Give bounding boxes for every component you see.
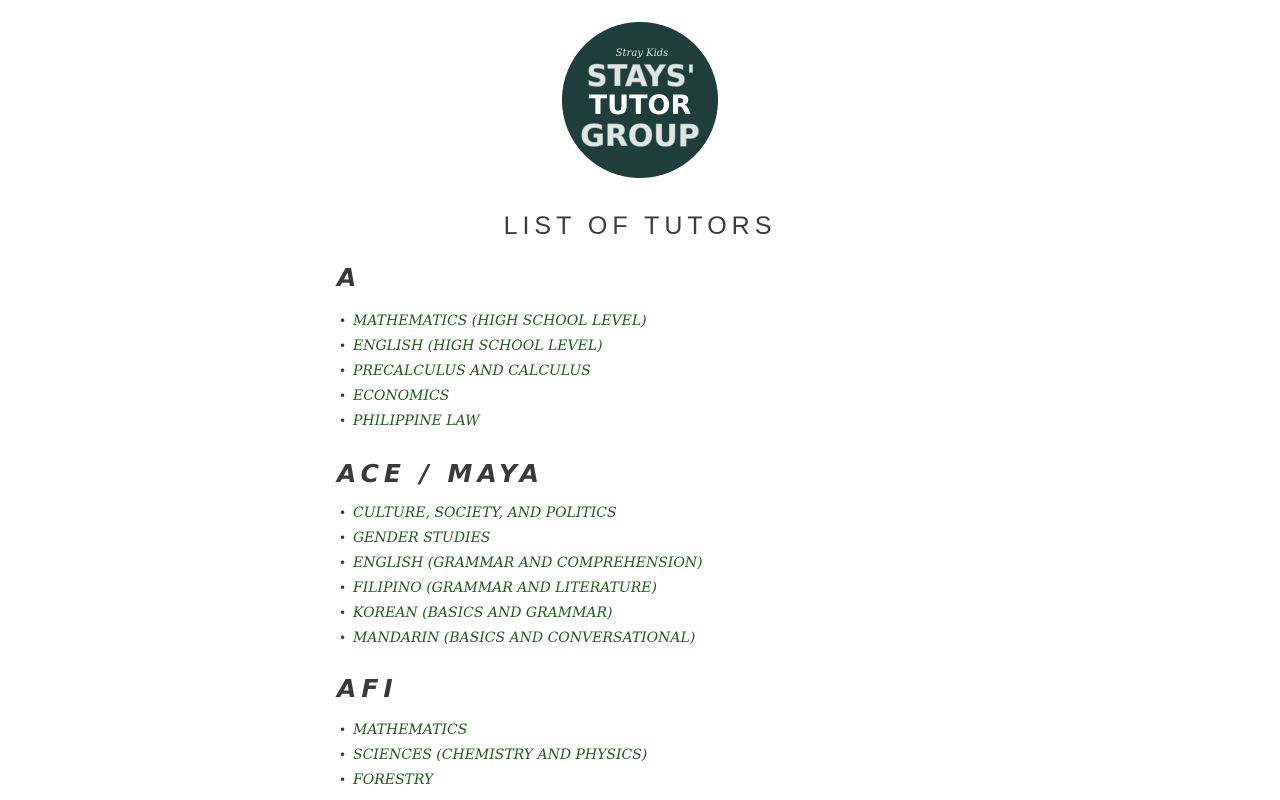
subject-label: FILIPINO (GRAMMAR AND LITERATURE)	[353, 580, 657, 596]
bullet-icon: •	[339, 723, 347, 737]
stays-tutor-group-logo	[562, 22, 718, 178]
tutor-name: AFI	[337, 674, 398, 703]
subject-label: ENGLISH (GRAMMAR AND COMPREHENSION)	[353, 555, 703, 571]
subject-list	[337, 309, 957, 434]
subject-list	[337, 501, 957, 651]
subject-item	[339, 626, 957, 651]
subject-label: MANDARIN (BASICS AND CONVERSATIONAL)	[353, 630, 696, 646]
tutor-list	[337, 258, 957, 793]
subject-item	[339, 576, 957, 601]
bullet-icon: •	[339, 531, 347, 545]
subject-item	[339, 551, 957, 576]
tutor-name: A	[337, 263, 362, 292]
bullet-icon: •	[339, 314, 347, 328]
subject-item	[339, 743, 957, 768]
subject-item	[339, 526, 957, 551]
subject-label: CULTURE, SOCIETY, AND POLITICS	[353, 505, 617, 521]
tutor-section-ace-maya	[337, 454, 957, 651]
subject-label: ECONOMICS	[353, 388, 450, 404]
logo-line-tutor: TUTOR	[588, 90, 692, 121]
bullet-icon: •	[339, 556, 347, 570]
subject-label: SCIENCES (CHEMISTRY AND PHYSICS)	[353, 747, 648, 763]
logo-small-text: Stray Kids	[615, 48, 669, 59]
subject-label: PRECALCULUS AND CALCULUS	[353, 363, 591, 379]
bullet-icon: •	[339, 339, 347, 353]
subject-label: ENGLISH (HIGH SCHOOL LEVEL)	[353, 338, 603, 354]
subject-label: MATHEMATICS	[353, 722, 468, 738]
bullet-icon: •	[339, 748, 347, 762]
bullet-icon: •	[339, 773, 347, 787]
subject-item	[339, 501, 957, 526]
subject-item	[339, 768, 957, 793]
bullet-icon: •	[339, 581, 347, 595]
subject-item	[339, 309, 957, 334]
page-title: LIST OF TUTORS	[503, 212, 777, 240]
bullet-icon: •	[339, 364, 347, 378]
bullet-icon: •	[339, 506, 347, 520]
bullet-icon: •	[339, 414, 347, 428]
subject-list	[337, 718, 957, 793]
subject-item	[339, 359, 957, 384]
bullet-icon: •	[339, 389, 347, 403]
subject-label: MATHEMATICS (HIGH SCHOOL LEVEL)	[353, 313, 647, 329]
subject-item	[339, 718, 957, 743]
tutor-section-a	[337, 258, 957, 434]
subject-label: PHILIPPINE LAW	[353, 413, 480, 429]
subject-item	[339, 409, 957, 434]
subject-label: KOREAN (BASICS AND GRAMMAR)	[353, 605, 613, 621]
logo-line-stays: STAYS'	[586, 59, 696, 93]
logo-line-group: GROUP	[580, 119, 700, 154]
subject-label: FORESTRY	[353, 772, 434, 788]
subject-item	[339, 334, 957, 359]
subject-item	[339, 384, 957, 409]
bullet-icon: •	[339, 606, 347, 620]
logo-graphic	[562, 22, 718, 178]
subject-label: GENDER STUDIES	[353, 530, 491, 546]
bullet-icon: •	[339, 631, 347, 645]
tutor-section-afi	[337, 669, 957, 793]
tutor-name: ACE / MAYA	[337, 459, 544, 488]
subject-item	[339, 601, 957, 626]
